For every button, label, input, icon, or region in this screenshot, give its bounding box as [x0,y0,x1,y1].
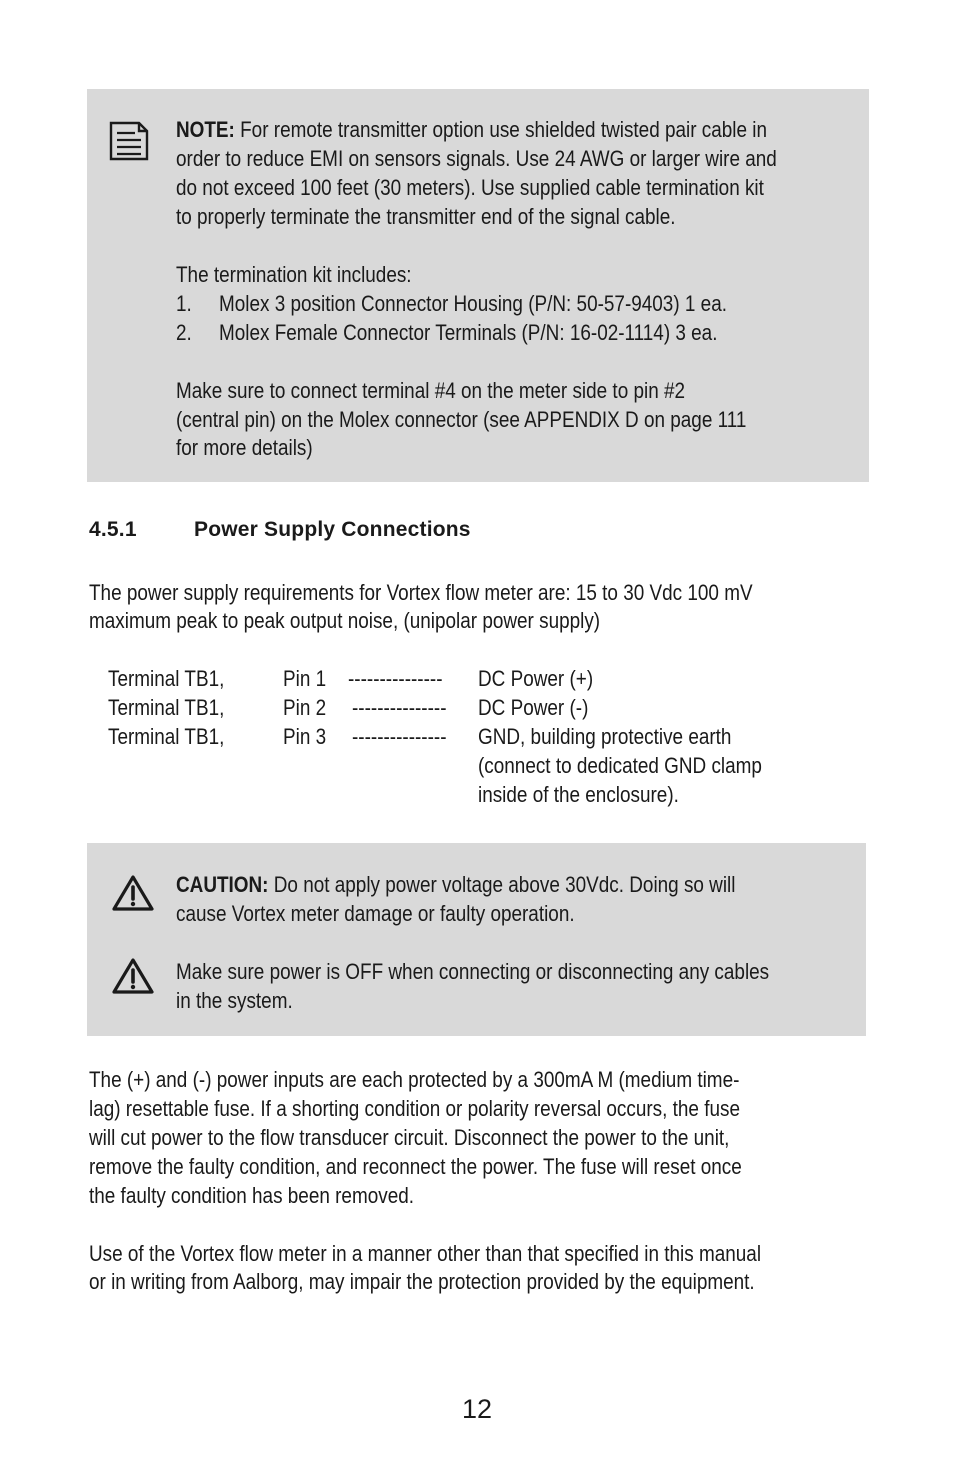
terminal-label: Terminal TB1, [108,695,225,720]
pin-description: GND, building protective earth [478,724,732,749]
connect-line-2: (central pin) on the Molex connector (see APPENDIX D on page 111 [176,407,747,432]
terminal-label: Terminal TB1, [108,666,225,691]
note-label: NOTE: [176,117,235,142]
fuse-line: remove the faulty condition, and reconnect the power. The fuse will reset once [89,1154,742,1179]
pin-description: DC Power (-) [478,695,589,720]
caution-label: CAUTION: [176,872,269,897]
section-title: Power Supply Connections [194,518,471,541]
connect-line-1: Make sure to connect terminal #4 on the meter side to pin #2 [176,378,686,403]
warning-icon [111,957,155,995]
fuse-line: lag) resettable fuse. If a shorting condition or polarity reversal occurs, the fuse [89,1096,740,1121]
note-text: For remote transmitter option use shielded twisted pair cable in [234,117,767,142]
pin-description: (connect to dedicated GND clamp [478,753,762,778]
warning-icon [111,874,155,912]
caution-line-1 [176,870,735,899]
note-icon [109,121,149,161]
usage-line: or in writing from Aalborg, may impair the protection provided by the equipment. [89,1269,755,1294]
fuse-line: the faulty condition has been removed. [89,1183,415,1208]
caution-line-2: cause Vortex meter damage or faulty operation. [176,901,575,926]
pin-label: Pin 3 [283,724,327,749]
section-heading [89,518,471,542]
pin-label: Pin 2 [283,695,327,720]
caution-line-4: in the system. [176,988,293,1013]
intro-line-2: maximum peak to peak output noise, (unipolar power supply) [89,608,601,633]
note-line-2: order to reduce EMI on sensors signals. Use 24 AWG or larger wire and [176,146,777,171]
note-line-4: to properly terminate the transmitter end of the signal cable. [176,204,676,229]
page-number: 12 [461,1394,493,1424]
fuse-line: will cut power to the flow transducer circuit. Disconnect the power to the unit, [89,1125,730,1150]
kit-item-number: 1. [176,291,192,316]
kit-intro: The termination kit includes: [176,262,412,287]
caution-line-3: Make sure power is OFF when connecting or disconnecting any cables [176,959,770,984]
usage-line: Use of the Vortex flow meter in a manner other than that specified in this manual [89,1241,762,1266]
note-line-3: do not exceed 100 feet (30 meters). Use supplied cable termination kit [176,175,764,200]
terminal-label: Terminal TB1, [108,724,225,749]
note-line-1 [176,115,767,144]
connect-line-3: for more details) [176,435,313,460]
kit-item-text: Molex Female Connector Terminals (P/N: 16-02-1114) 3 ea. [219,320,718,345]
pin-description: DC Power (+) [478,666,594,691]
dash-leader: --------------- [348,666,443,691]
dash-leader: --------------- [352,724,447,749]
section-number: 4.5.1 [89,518,137,541]
pin-label: Pin 1 [283,666,327,691]
fuse-line: The (+) and (-) power inputs are each protected by a 300mA M (medium time- [89,1067,740,1092]
kit-item-text: Molex 3 position Connector Housing (P/N: 50-57-9403) 1 ea. [219,291,727,316]
kit-item-number: 2. [176,320,192,345]
dash-leader: --------------- [352,695,447,720]
intro-line-1: The power supply requirements for Vortex flow meter are: 15 to 30 Vdc 100 mV [89,580,753,605]
pin-description: inside of the enclosure). [478,782,679,807]
caution-text: Do not apply power voltage above 30Vdc. Doing so will [268,872,736,897]
